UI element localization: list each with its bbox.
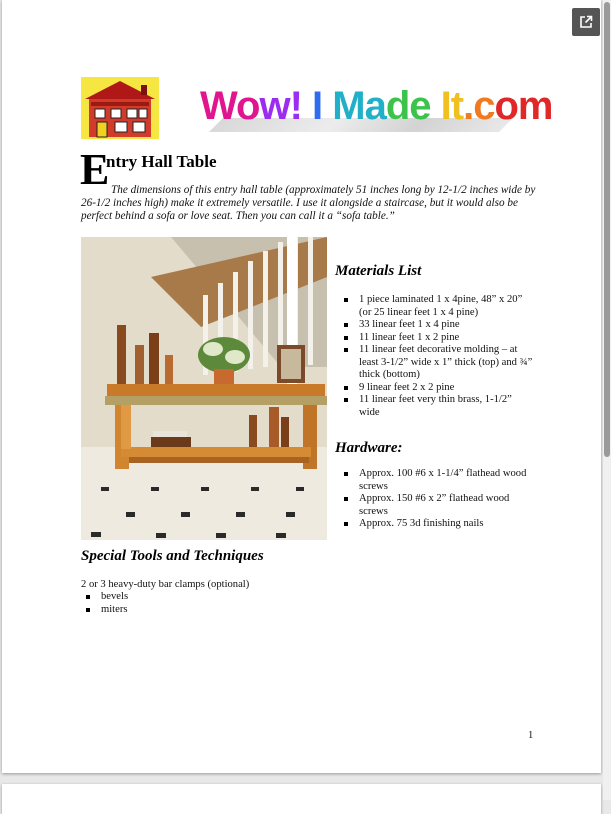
list-item: 1 piece laminated 1 x 4pine, 48” x 20” (or 25 linear feet 1 x 4 pine)	[340, 294, 535, 319]
document-page	[2, 0, 601, 773]
hardware-heading: Hardware:	[335, 440, 403, 456]
list-item: 11 linear feet very thin brass, 1-1/2” wide	[340, 394, 535, 419]
tools-list	[82, 591, 282, 616]
materials-heading: Materials List	[335, 263, 422, 279]
list-item: Approx. 150 #6 x 2” flathead wood screws	[340, 493, 540, 518]
page-number: 1	[528, 730, 534, 741]
list-item: miters	[82, 604, 282, 617]
open-in-new-window-button[interactable]	[572, 8, 600, 36]
list-item: 9 linear feet 2 x 2 pine	[340, 382, 535, 395]
materials-list	[340, 294, 535, 419]
article-title: ntry Hall Table	[106, 152, 217, 171]
hardware-list	[340, 468, 540, 531]
vertical-scrollbar[interactable]	[603, 0, 611, 800]
house-icon	[81, 77, 159, 139]
list-item: Approx. 100 #6 x 1-1/4” flathead wood screws	[340, 468, 540, 493]
article-intro: The dimensions of this entry hall table (approximately 51 inches long by 12-1/2 inches wide by 26-1/2 inches high) make it extremely versatile. I use it alongside a staircase, but it would also be perfect behind a sofa or love seat. Then you can call it a “sofa table.”	[81, 184, 536, 222]
list-item: Approx. 75 3d finishing nails	[340, 518, 540, 531]
list-item: bevels	[82, 591, 282, 604]
tools-heading: Special Tools and Techniques	[81, 548, 264, 564]
list-item: 11 linear feet decorative molding – at least 3-1/2” wide x 1” thick (top) and ¾” thick (bottom)	[340, 344, 535, 382]
entry-hall-table-photo	[81, 237, 327, 540]
site-logo-text: Wow! I Made It.com	[200, 84, 553, 128]
list-item: 33 linear feet 1 x 4 pine	[340, 319, 535, 332]
title-dropcap: E	[80, 145, 110, 194]
list-item: 11 linear feet 1 x 2 pine	[340, 332, 535, 345]
open-in-new-window-icon	[579, 15, 593, 29]
tools-intro: 2 or 3 heavy-duty bar clamps (optional)	[81, 579, 250, 590]
next-page	[2, 784, 601, 814]
scrollbar-thumb[interactable]	[604, 2, 610, 457]
